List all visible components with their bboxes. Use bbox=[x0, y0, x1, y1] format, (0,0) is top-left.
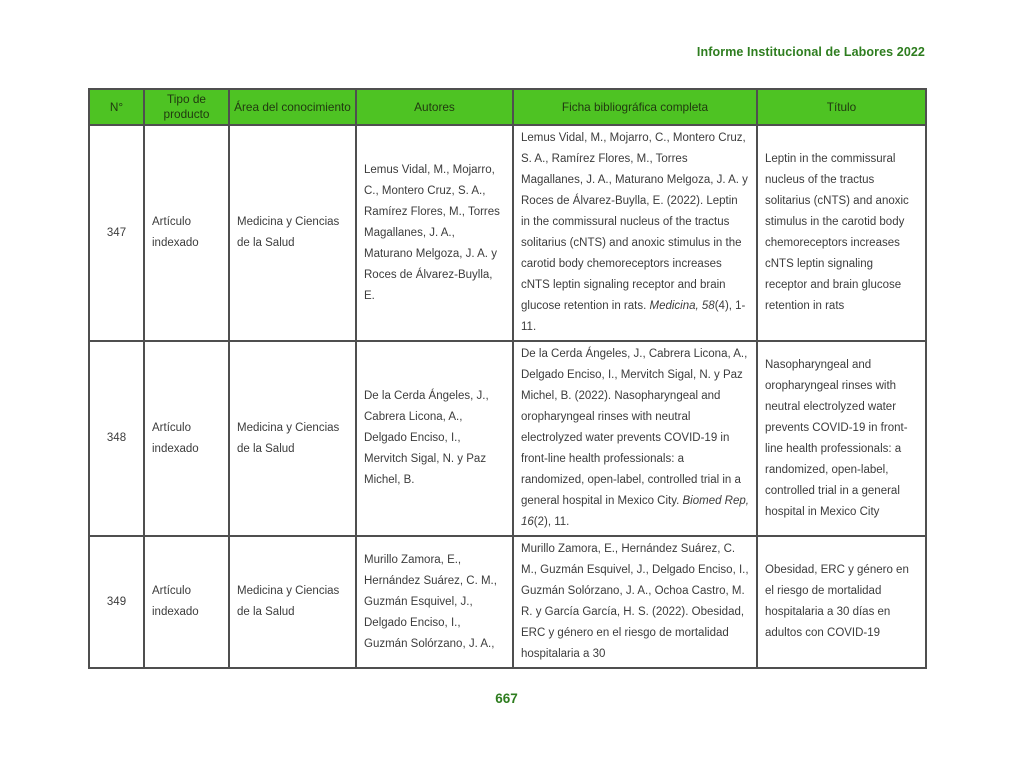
col-header-area-conocimiento: Área del conocimiento bbox=[229, 89, 356, 125]
cell-autores: De la Cerda Ángeles, J., Cabrera Licona, A., Delgado Enciso, I., Mervitch Sigal, N. y Paz Michel, B. bbox=[356, 341, 513, 536]
cell-tipo-producto: Artículo indexado bbox=[144, 341, 229, 536]
cell-autores: Lemus Vidal, M., Mojarro, C., Montero Cruz, S. A., Ramírez Flores, M., Torres Magallanes, J. A., Maturano Melgoza, J. A. y Roces de Álvarez-Buylla, E. bbox=[356, 125, 513, 341]
col-header-tipo-producto: Tipo de producto bbox=[144, 89, 229, 125]
report-title-header: Informe Institucional de Labores 2022 bbox=[696, 45, 925, 59]
col-header-numero: N° bbox=[89, 89, 144, 125]
cell-area-conocimiento: Medicina y Ciencias de la Salud bbox=[229, 536, 356, 668]
table-header-row bbox=[89, 89, 926, 125]
cell-numero: 348 bbox=[89, 341, 144, 536]
cell-ficha-bibliografica: De la Cerda Ángeles, J., Cabrera Licona, A., Delgado Enciso, I., Mervitch Sigal, N. y Paz Michel, B. (2022). Nasopharyngeal and oropharyngeal rinses with neutral electrolyzed water prevents COVID-19 in front-line health professionals: a randomized, open-label, controlled trial in a general hospital in Mexico City. Biomed Rep, 16(2), 11. bbox=[513, 341, 757, 536]
page-number: 667 bbox=[495, 691, 518, 706]
cell-numero: 347 bbox=[89, 125, 144, 341]
col-header-titulo: Título bbox=[757, 89, 926, 125]
cell-titulo: Nasopharyngeal and oropharyngeal rinses with neutral electrolyzed water prevents COVID-19 in front-line health professionals: a randomized, open-label, controlled trial in a general hospital in Mexico City bbox=[757, 341, 926, 536]
document-page bbox=[88, 45, 925, 706]
cell-tipo-producto: Artículo indexado bbox=[144, 125, 229, 341]
cell-titulo: Leptin in the commissural nucleus of the tractus solitarius (cNTS) and anoxic stimulus in the carotid body chemoreceptors increases cNTS leptin signaling receptor and brain glucose retention in rats bbox=[757, 125, 926, 341]
table-row bbox=[89, 341, 926, 536]
cell-area-conocimiento: Medicina y Ciencias de la Salud bbox=[229, 125, 356, 341]
col-header-ficha-bibliografica: Ficha bibliográfica completa bbox=[513, 89, 757, 125]
table-row bbox=[89, 536, 926, 668]
cell-titulo: Obesidad, ERC y género en el riesgo de mortalidad hospitalaria a 30 días en adultos con COVID-19 bbox=[757, 536, 926, 668]
publications-table bbox=[88, 88, 927, 669]
cell-numero: 349 bbox=[89, 536, 144, 668]
table-row bbox=[89, 125, 926, 341]
cell-area-conocimiento: Medicina y Ciencias de la Salud bbox=[229, 341, 356, 536]
cell-autores: Murillo Zamora, E., Hernández Suárez, C. M., Guzmán Esquivel, J., Delgado Enciso, I., Guzmán Solórzano, J. A., bbox=[356, 536, 513, 668]
cell-ficha-bibliografica: Murillo Zamora, E., Hernández Suárez, C. M., Guzmán Esquivel, J., Delgado Enciso, I., Guzmán Solórzano, J. A., Ochoa Castro, M. R. y García García, H. S. (2022). Obesidad, ERC y género en el riesgo de mortalidad hospitalaria a 30 bbox=[513, 536, 757, 668]
cell-tipo-producto: Artículo indexado bbox=[144, 536, 229, 668]
cell-ficha-bibliografica: Lemus Vidal, M., Mojarro, C., Montero Cruz, S. A., Ramírez Flores, M., Torres Magallanes, J. A., Maturano Melgoza, J. A. y Roces de Álvarez-Buylla, E. (2022). Leptin in the commissural nucleus of the tractus solitarius (cNTS) and anoxic stimulus in the carotid body chemoreceptors increases cNTS leptin signaling receptor and brain glucose retention in rats. Medicina, 58(4), 1-11. bbox=[513, 125, 757, 341]
col-header-autores: Autores bbox=[356, 89, 513, 125]
